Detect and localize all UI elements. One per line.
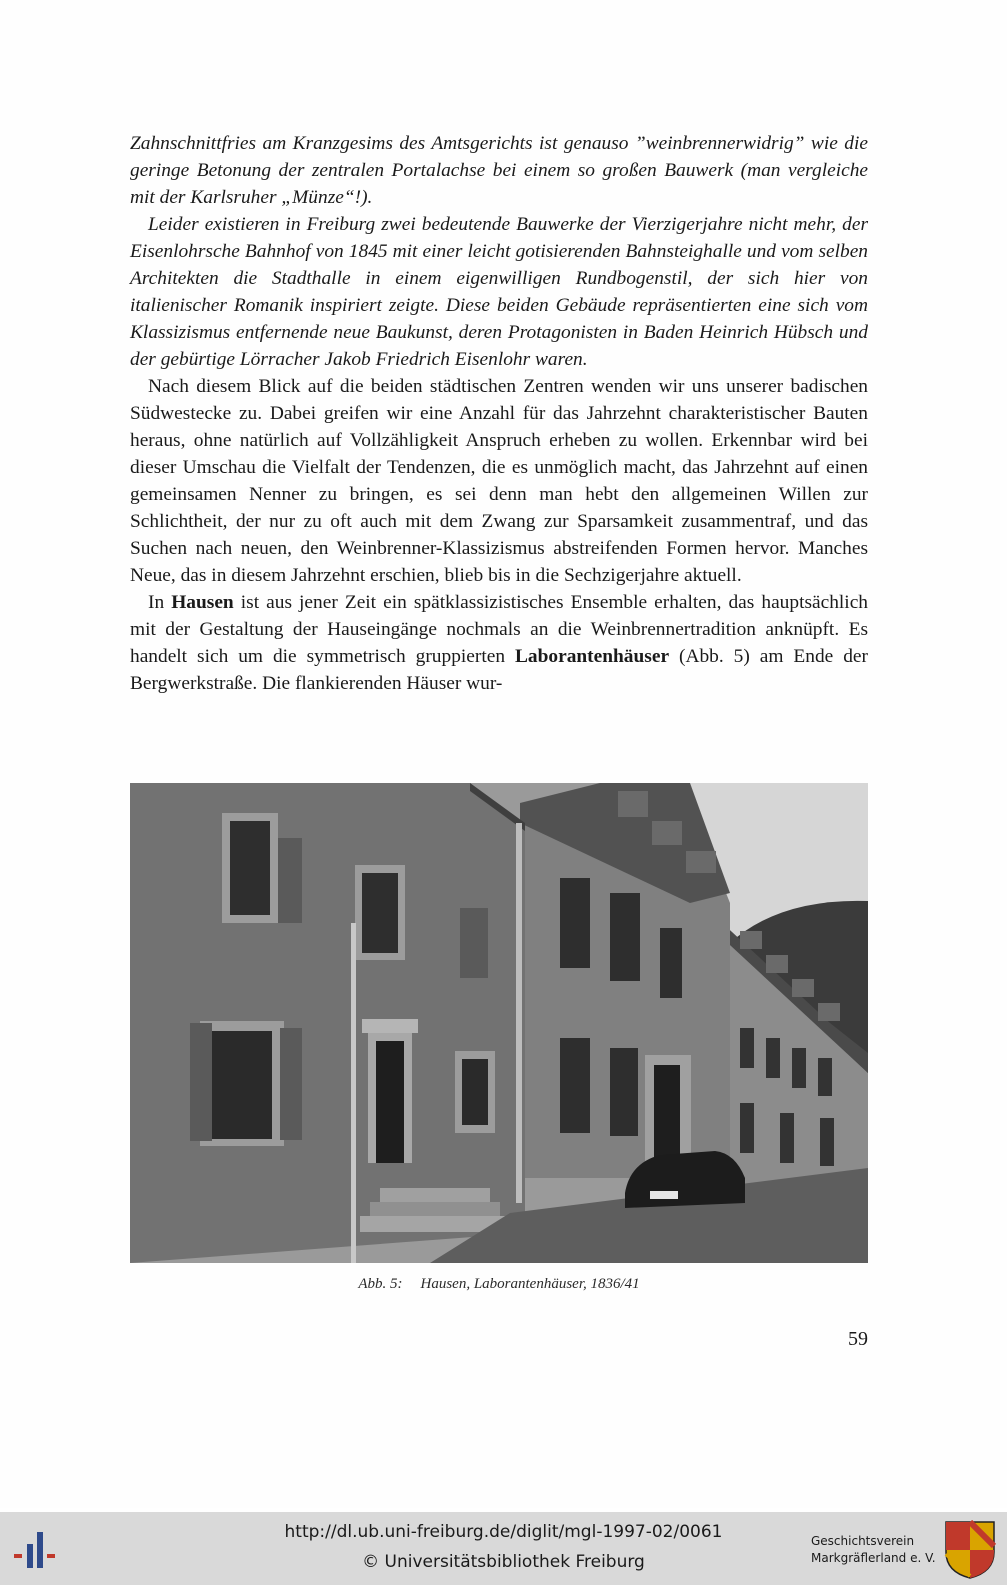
figure-caption: [130, 1276, 868, 1293]
paragraph-4-text-e: (Abb. 5) am Ende der Bergwerkstraße. Die flankierenden Häuser wur-: [130, 646, 868, 694]
copyright-notice: © Universitätsbibliothek Freiburg: [362, 1552, 645, 1572]
page-number: 59: [848, 1328, 868, 1350]
paragraph-4-text-c: ist aus jener Zeit ein spätklassizistisches Ensemble erhalten, das hauptsächlich mit der Gestaltung der Hauseingänge nochmals an die Weinbrennertradition anknüpft. Es handelt sich um die symmetrisch gruppierten: [130, 592, 868, 667]
document-url[interactable]: http://dl.ub.uni-freiburg.de/diglit/mgl-1997-02/0061: [284, 1522, 723, 1542]
place-name-hausen: Hausen: [171, 592, 234, 613]
coat-of-arms-icon: [944, 1520, 996, 1580]
society-name: [811, 1533, 936, 1567]
paragraph-1: Zahnschnittfries am Kranzgesims des Amtsgerichts ist genauso ”weinbrennerwidrig” wie die geringe Betonung der zentralen Portalachse bei einem so großen Bauwerk (man vergleiche mit der Karlsruher „Münze“!).: [130, 133, 868, 208]
footer-bar: [0, 1512, 1007, 1585]
society-name-line-1: Geschichtsverein: [811, 1534, 915, 1548]
body-text: [130, 130, 868, 697]
paragraph-4: [130, 589, 868, 697]
building-name-laborantenhaeuser: Laborantenhäuser: [514, 646, 670, 667]
figure-photo: [130, 783, 868, 1263]
paragraph-2: Leider existieren in Freiburg zwei bedeutende Bauwerke der Vierzigerjahre nicht mehr, der Eisenlohrsche Bahnhof von 1845 mit einer leicht gotisierenden Bahnsteighalle und vom selben Architekten die Stadthalle in einem eigenwilligen Rundbogenstil, der sich hier von italienischer Romanik inspiriert zeigte. Diese beiden Gebäude repräsentierten eine sich vom Klassizismus entfernende neue Baukunst, deren Protagonisten in Baden Heinrich Hübsch und der gebürtige Lörracher Jakob Friedrich Eisenlohr waren.: [130, 214, 868, 370]
paragraph-3: Nach diesem Blick auf die beiden städtischen Zentren wenden wir uns unserer badischen Südwestecke zu. Dabei greifen wir eine Anzahl für das Jahrzehnt charakteristischer Bauten heraus, ohne natürlich auf Vollzähligkeit Anspruch erheben zu wollen. Erkennbar wird bei dieser Umschau die Vielfalt der Tendenzen, die es unmöglich macht, das Jahrzehnt auf einen gemeinsamen Nenner zu bringen, es sei denn man hebt den allgemeinen Willen zur Schlichtheit, der nur zu oft auch mit dem Zwang zur Sparsamkeit zusammentraf, und das Suchen nach neuen, den Weinbrenner-Klassizismus abstreifenden Formen hervor. Manches Neue, das in diesem Jahrzehnt erschien, blieb bis in die Sechzigerjahre aktuell.: [130, 376, 868, 586]
society-name-line-2: Markgräflerland e. V.: [811, 1551, 936, 1565]
paragraph-4-text-a: In: [148, 592, 172, 613]
figure-label: Abb. 5:: [358, 1276, 403, 1292]
figure-caption-text: Hausen, Laborantenhäuser, 1836/41: [420, 1276, 640, 1292]
